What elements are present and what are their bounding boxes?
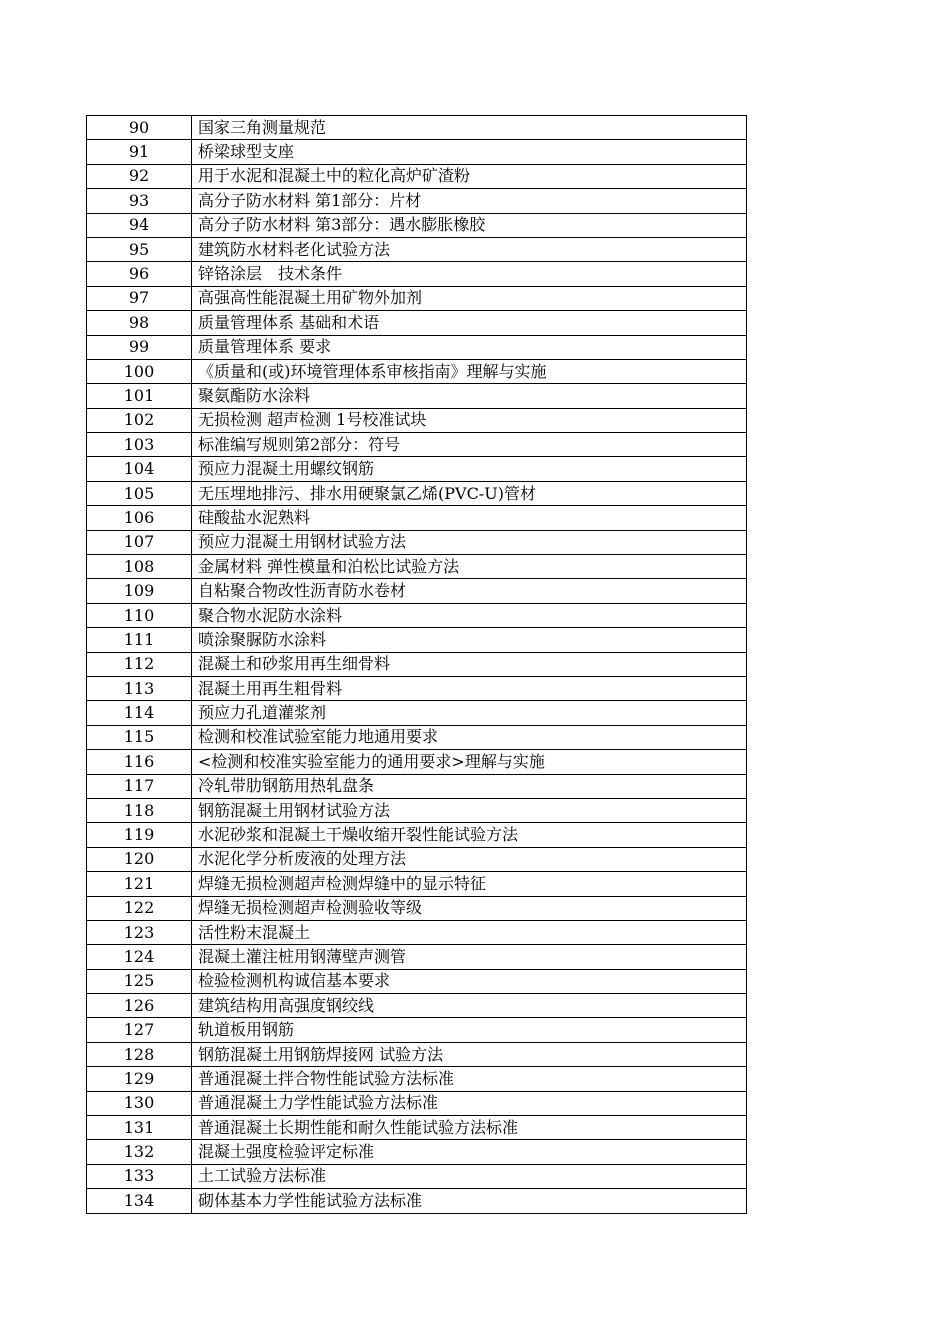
- standard-name-cell[interactable]: 国家三角测量规范: [192, 116, 747, 140]
- row-number-cell[interactable]: 91: [87, 140, 192, 164]
- table-row: [87, 920, 747, 944]
- table-row: [87, 359, 747, 383]
- row-number-cell[interactable]: 127: [87, 1018, 192, 1042]
- row-number-cell[interactable]: 100: [87, 359, 192, 383]
- standard-name-cell[interactable]: 轨道板用钢筋: [192, 1018, 747, 1042]
- standard-name-cell[interactable]: 预应力孔道灌浆剂: [192, 701, 747, 725]
- row-number-cell[interactable]: 97: [87, 286, 192, 310]
- standard-name-cell[interactable]: 检测和校准试验室能力地通用要求: [192, 725, 747, 749]
- standard-name-cell[interactable]: 焊缝无损检测超声检测验收等级: [192, 896, 747, 920]
- row-number-cell[interactable]: 109: [87, 579, 192, 603]
- table-row: [87, 1116, 747, 1140]
- table-row: [87, 798, 747, 822]
- row-number-cell[interactable]: 114: [87, 701, 192, 725]
- row-number-cell[interactable]: 121: [87, 872, 192, 896]
- standard-name-cell[interactable]: 钢筋混凝土用钢材试验方法: [192, 798, 747, 822]
- table-row: [87, 896, 747, 920]
- table-row: [87, 286, 747, 310]
- table-row: [87, 311, 747, 335]
- row-number-cell[interactable]: 112: [87, 652, 192, 676]
- standard-name-cell[interactable]: 混凝土灌注桩用钢薄壁声测管: [192, 945, 747, 969]
- table-row: [87, 823, 747, 847]
- row-number-cell[interactable]: 125: [87, 969, 192, 993]
- row-number-cell[interactable]: 126: [87, 994, 192, 1018]
- row-number-cell[interactable]: 130: [87, 1091, 192, 1115]
- standard-name-cell[interactable]: 硅酸盐水泥熟料: [192, 506, 747, 530]
- row-number-cell[interactable]: 108: [87, 555, 192, 579]
- row-number-cell[interactable]: 93: [87, 189, 192, 213]
- table-row: [87, 237, 747, 261]
- row-number-cell[interactable]: 104: [87, 457, 192, 481]
- table-row: [87, 1042, 747, 1066]
- row-number-cell[interactable]: 110: [87, 603, 192, 627]
- row-number-cell[interactable]: 116: [87, 750, 192, 774]
- table-row: [87, 1018, 747, 1042]
- row-number-cell[interactable]: 90: [87, 116, 192, 140]
- standard-name-cell[interactable]: 高分子防水材料 第1部分：片材: [192, 189, 747, 213]
- table-row: [87, 969, 747, 993]
- standard-name-cell[interactable]: 焊缝无损检测超声检测焊缝中的显示特征: [192, 872, 747, 896]
- row-number-cell[interactable]: 96: [87, 262, 192, 286]
- table-row: [87, 408, 747, 432]
- standard-name-cell[interactable]: 检验检测机构诚信基本要求: [192, 969, 747, 993]
- row-number-cell[interactable]: 117: [87, 774, 192, 798]
- table-row: [87, 628, 747, 652]
- row-number-cell[interactable]: 134: [87, 1189, 192, 1213]
- table-row: [87, 1067, 747, 1091]
- table-row: [87, 164, 747, 188]
- standard-name-cell[interactable]: 普通混凝土长期性能和耐久性能试验方法标准: [192, 1116, 747, 1140]
- standard-name-cell[interactable]: 用于水泥和混凝土中的粒化高炉矿渣粉: [192, 164, 747, 188]
- row-number-cell[interactable]: 107: [87, 530, 192, 554]
- table-row: [87, 140, 747, 164]
- standard-name-cell[interactable]: 喷涂聚脲防水涂料: [192, 628, 747, 652]
- row-number-cell[interactable]: 101: [87, 384, 192, 408]
- row-number-cell[interactable]: 128: [87, 1042, 192, 1066]
- table-row: [87, 750, 747, 774]
- standard-name-cell[interactable]: 质量管理体系 要求: [192, 335, 747, 359]
- table-row: [87, 384, 747, 408]
- table-row: [87, 335, 747, 359]
- table-row: [87, 506, 747, 530]
- standard-name-cell[interactable]: 普通混凝土拌合物性能试验方法标准: [192, 1067, 747, 1091]
- standard-name-cell[interactable]: 金属材料 弹性模量和泊松比试验方法: [192, 555, 747, 579]
- row-number-cell[interactable]: 98: [87, 311, 192, 335]
- row-number-cell[interactable]: 111: [87, 628, 192, 652]
- table-row: [87, 945, 747, 969]
- table-row: [87, 701, 747, 725]
- row-number-cell[interactable]: 122: [87, 896, 192, 920]
- standard-name-cell[interactable]: 土工试验方法标准: [192, 1164, 747, 1188]
- standard-name-cell[interactable]: 高强高性能混凝土用矿物外加剂: [192, 286, 747, 310]
- table-row: [87, 774, 747, 798]
- table-row: [87, 1091, 747, 1115]
- standard-name-cell[interactable]: 质量管理体系 基础和术语: [192, 311, 747, 335]
- table-row: [87, 213, 747, 237]
- table-row: [87, 652, 747, 676]
- standard-name-cell[interactable]: 砌体基本力学性能试验方法标准: [192, 1189, 747, 1213]
- row-number-cell[interactable]: 92: [87, 164, 192, 188]
- table-row: [87, 433, 747, 457]
- table-row: [87, 872, 747, 896]
- standard-name-cell[interactable]: 水泥化学分析废液的处理方法: [192, 847, 747, 871]
- standard-name-cell[interactable]: 普通混凝土力学性能试验方法标准: [192, 1091, 747, 1115]
- row-number-cell[interactable]: 113: [87, 676, 192, 700]
- table-row: [87, 847, 747, 871]
- standards-table-body: [87, 116, 747, 1214]
- standard-name-cell[interactable]: 聚合物水泥防水涂料: [192, 603, 747, 627]
- standard-name-cell[interactable]: 钢筋混凝土用钢筋焊接网 试验方法: [192, 1042, 747, 1066]
- standard-name-cell[interactable]: 锌铬涂层 技术条件: [192, 262, 747, 286]
- table-row: [87, 555, 747, 579]
- table-row: [87, 994, 747, 1018]
- row-number-cell[interactable]: 118: [87, 798, 192, 822]
- table-row: [87, 530, 747, 554]
- row-number-cell[interactable]: 120: [87, 847, 192, 871]
- row-number-cell[interactable]: 102: [87, 408, 192, 432]
- standard-name-cell[interactable]: 建筑防水材料老化试验方法: [192, 237, 747, 261]
- row-number-cell[interactable]: 119: [87, 823, 192, 847]
- standard-name-cell[interactable]: 标准编写规则第2部分：符号: [192, 433, 747, 457]
- table-row: [87, 603, 747, 627]
- table-row: [87, 481, 747, 505]
- standard-name-cell[interactable]: 聚氨酯防水涂料: [192, 384, 747, 408]
- table-row: [87, 457, 747, 481]
- standard-name-cell[interactable]: 预应力混凝土用钢材试验方法: [192, 530, 747, 554]
- standard-name-cell[interactable]: 建筑结构用高强度钢绞线: [192, 994, 747, 1018]
- table-row: [87, 725, 747, 749]
- table-row: [87, 262, 747, 286]
- standard-name-cell[interactable]: 高分子防水材料 第3部分：遇水膨胀橡胶: [192, 213, 747, 237]
- table-row: [87, 1140, 747, 1164]
- row-number-cell[interactable]: 105: [87, 481, 192, 505]
- standard-name-cell[interactable]: 水泥砂浆和混凝土干燥收缩开裂性能试验方法: [192, 823, 747, 847]
- table-row: [87, 676, 747, 700]
- standard-name-cell[interactable]: <检测和校准实验室能力的通用要求>理解与实施: [192, 750, 747, 774]
- row-number-cell[interactable]: 131: [87, 1116, 192, 1140]
- standard-name-cell[interactable]: 自粘聚合物改性沥青防水卷材: [192, 579, 747, 603]
- row-number-cell[interactable]: 103: [87, 433, 192, 457]
- table-row: [87, 189, 747, 213]
- row-number-cell[interactable]: 133: [87, 1164, 192, 1188]
- table-row: [87, 579, 747, 603]
- standard-name-cell[interactable]: 《质量和(或)环境管理体系审核指南》理解与实施: [192, 359, 747, 383]
- standard-name-cell[interactable]: 活性粉末混凝土: [192, 920, 747, 944]
- standards-table: [86, 115, 747, 1214]
- standard-name-cell[interactable]: 混凝土和砂浆用再生细骨料: [192, 652, 747, 676]
- row-number-cell[interactable]: 123: [87, 920, 192, 944]
- standard-name-cell[interactable]: 冷轧带肋钢筋用热轧盘条: [192, 774, 747, 798]
- table-row: [87, 116, 747, 140]
- row-number-cell[interactable]: 99: [87, 335, 192, 359]
- table-row: [87, 1164, 747, 1188]
- row-number-cell[interactable]: 129: [87, 1067, 192, 1091]
- table-row: [87, 1189, 747, 1213]
- row-number-cell[interactable]: 124: [87, 945, 192, 969]
- standard-name-cell[interactable]: 无损检测 超声检测 1号校准试块: [192, 408, 747, 432]
- standard-name-cell[interactable]: 无压埋地排污、排水用硬聚氯乙烯(PVC-U)管材: [192, 481, 747, 505]
- row-number-cell[interactable]: 115: [87, 725, 192, 749]
- standard-name-cell[interactable]: 混凝土用再生粗骨料: [192, 676, 747, 700]
- row-number-cell[interactable]: 106: [87, 506, 192, 530]
- row-number-cell[interactable]: 94: [87, 213, 192, 237]
- standard-name-cell[interactable]: 预应力混凝土用螺纹钢筋: [192, 457, 747, 481]
- standard-name-cell[interactable]: 桥梁球型支座: [192, 140, 747, 164]
- standard-name-cell[interactable]: 混凝土强度检验评定标准: [192, 1140, 747, 1164]
- row-number-cell[interactable]: 95: [87, 237, 192, 261]
- row-number-cell[interactable]: 132: [87, 1140, 192, 1164]
